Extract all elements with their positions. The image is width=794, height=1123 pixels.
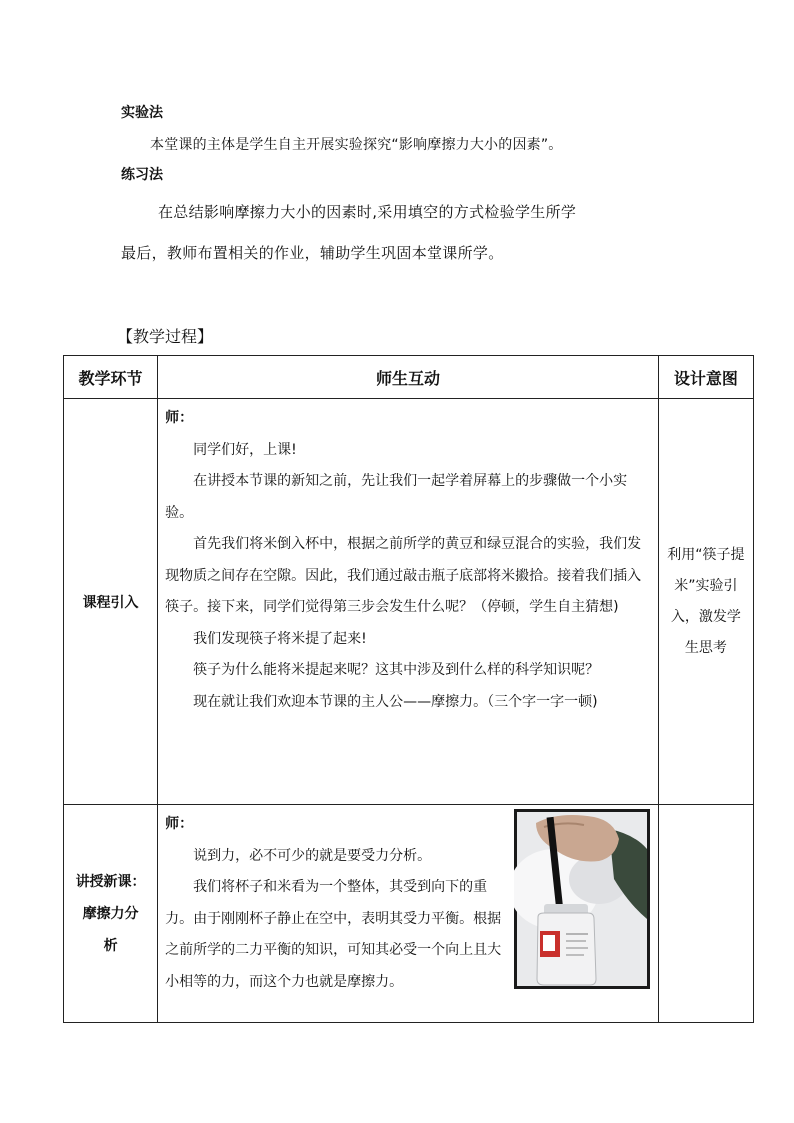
- teacher-label: 师：: [165, 816, 194, 832]
- intent-cell: [658, 399, 753, 805]
- paragraph: 我们发现筷子将米提了起来!: [193, 630, 367, 647]
- method-title-practice: 练习法: [121, 167, 163, 183]
- interaction-cell: [158, 805, 659, 1023]
- intent-cell: [658, 805, 753, 1023]
- paragraph: 说到力，必不可少的就是要受力分析。: [193, 847, 432, 864]
- method-title-experiment: 实验法: [121, 105, 163, 121]
- paragraph: 同学们好，上课!: [193, 441, 297, 458]
- paragraph: 筷子为什么能将米提起来呢？这其中涉及到什么样的科学知识呢？: [193, 662, 600, 678]
- lesson-table: [63, 355, 754, 1023]
- method-text-experiment: 本堂课的主体是学生自主开展实验探究“影响摩擦力大小的因素”。: [150, 137, 563, 153]
- paragraph: 首先我们将米倒入杯中，根据之前所学的黄豆和绿豆混合的实验，我们发现物质之间存在空隙。因此，我们通过敲击瓶子底部将米摋拾。接着我们插入筷子。接下来，同学们觉得第三步会发生什么呢？（停顿，学生自主猜想): [165, 536, 642, 615]
- interaction-cell: [158, 399, 659, 805]
- stage-cell: [64, 399, 158, 805]
- teacher-label: 师：: [165, 410, 194, 426]
- paragraph: 现在就让我们欢迎本节课的主人公——摩擦力。（三个字一字一顿): [193, 693, 598, 710]
- stage-label-line: 摩擦力分: [82, 905, 139, 922]
- paragraph: 我们将杯子和米看为一个整体，其受到向下的重力。由于刚刚杯子静止在空中，表明其受力平衡。根据之前所学的二力平衡的知识，可知其必受一个向上且大小相等的力，而这个力也就是摩擦力。: [165, 879, 502, 990]
- method-text-practice-line2: 最后，教师布置相关的作业，辅助学生巩固本堂课所学。: [121, 244, 504, 262]
- chopstick-bottle-photo: [514, 809, 650, 989]
- header-interaction: 师生互动: [158, 356, 659, 399]
- header-stage: 教学环节: [64, 356, 158, 399]
- intent-text: 利用“筷子提米”实验引入，激发学生思考: [667, 546, 745, 656]
- table-header-row: [64, 356, 754, 399]
- stage-label: 课程引入: [82, 594, 139, 611]
- table-row: [64, 805, 754, 1023]
- teaching-process-heading: 【教学过程】: [117, 327, 214, 346]
- stage-label-line: 讲授新课：: [75, 873, 146, 890]
- stage-label-line: 析: [103, 937, 118, 954]
- header-intent: 设计意图: [658, 356, 753, 399]
- table-row: [64, 399, 754, 805]
- method-text-practice-line1: 在总结影响摩擦力大小的因素时,采用填空的方式检验学生所学: [158, 203, 577, 221]
- stage-cell: [64, 805, 158, 1023]
- paragraph: 在讲授本节课的新知之前，先让我们一起学着屏幕上的步骤做一个小实验。: [165, 473, 628, 521]
